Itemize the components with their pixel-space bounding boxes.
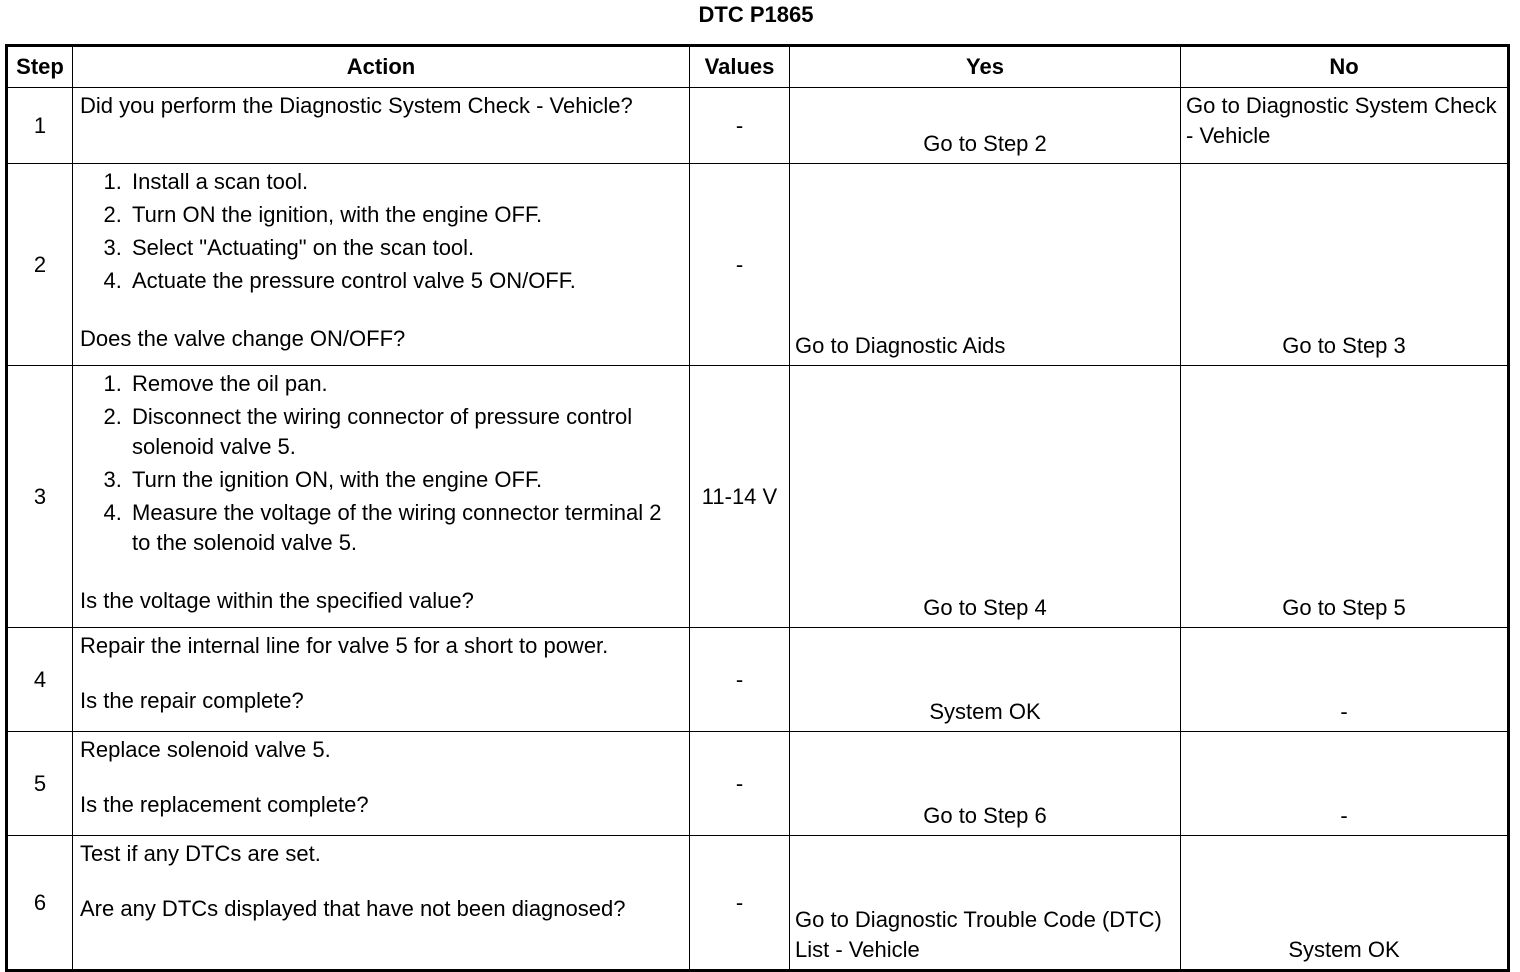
values-cell: - <box>690 836 790 971</box>
values-cell: - <box>690 628 790 732</box>
yes-cell: Go to Step 4 <box>790 366 1181 628</box>
header-step: Step <box>7 46 73 88</box>
action-question: Are any DTCs displayed that have not been diagnosed? <box>80 896 626 921</box>
action-text: Repair the internal line for valve 5 for a short to power. <box>80 633 609 658</box>
step-number: 4 <box>7 628 73 732</box>
table-row <box>7 628 1509 732</box>
action-text: Test if any DTCs are set. <box>80 841 321 866</box>
values-cell: - <box>690 164 790 366</box>
no-cell: - <box>1181 628 1509 732</box>
action-question: Is the replacement complete? <box>80 792 369 817</box>
no-cell: System OK <box>1181 836 1509 971</box>
table-header-row <box>7 46 1509 88</box>
action-cell <box>73 88 690 164</box>
header-yes: Yes <box>790 46 1181 88</box>
table-row <box>7 836 1509 971</box>
values-cell: - <box>690 732 790 836</box>
diagnostic-table <box>5 44 1510 972</box>
table-row <box>7 366 1509 628</box>
action-steps <box>80 369 681 558</box>
no-cell: - <box>1181 732 1509 836</box>
no-cell: Go to Diagnostic System Check - Vehicle <box>1181 88 1509 164</box>
step-number: 1 <box>7 88 73 164</box>
table-row <box>7 164 1509 366</box>
values-cell: - <box>690 88 790 164</box>
yes-cell: Go to Step 2 <box>790 88 1181 164</box>
step-number: 3 <box>7 366 73 628</box>
action-text: Did you perform the Diagnostic System Check - Vehicle? <box>80 93 633 118</box>
action-step-item: 4. Measure the voltage of the wiring connector terminal 2 to the solenoid valve 5. <box>128 498 681 558</box>
action-question: Does the valve change ON/OFF? <box>80 326 406 351</box>
action-cell <box>73 836 690 971</box>
step-number: 6 <box>7 836 73 971</box>
action-cell <box>73 164 690 366</box>
action-step-item: 1. Install a scan tool. <box>128 167 681 197</box>
action-step-item: 3. Turn the ignition ON, with the engine OFF. <box>128 465 681 495</box>
action-text: Replace solenoid valve 5. <box>80 737 331 762</box>
header-action: Action <box>73 46 690 88</box>
action-step-item: 4. Actuate the pressure control valve 5 ON/OFF. <box>128 266 681 296</box>
action-step-item: 2. Turn ON the ignition, with the engine OFF. <box>128 200 681 230</box>
action-step-item: 3. Select "Actuating" on the scan tool. <box>128 233 681 263</box>
action-step-item: 2. Disconnect the wiring connector of pressure control solenoid valve 5. <box>128 402 681 462</box>
table-row <box>7 88 1509 164</box>
no-cell: Go to Step 3 <box>1181 164 1509 366</box>
yes-cell: System OK <box>790 628 1181 732</box>
no-cell: Go to Step 5 <box>1181 366 1509 628</box>
action-cell <box>73 732 690 836</box>
step-number: 2 <box>7 164 73 366</box>
step-number: 5 <box>7 732 73 836</box>
yes-cell: Go to Diagnostic Aids <box>790 164 1181 366</box>
action-question: Is the repair complete? <box>80 688 304 713</box>
action-question: Is the voltage within the specified value? <box>80 588 474 613</box>
header-no: No <box>1181 46 1509 88</box>
action-step-item: 1. Remove the oil pan. <box>128 369 681 399</box>
table-row <box>7 732 1509 836</box>
action-steps <box>80 167 681 296</box>
header-values: Values <box>690 46 790 88</box>
values-cell: 11-14 V <box>690 366 790 628</box>
document-title: DTC P1865 <box>698 2 814 27</box>
action-cell <box>73 366 690 628</box>
yes-cell: Go to Diagnostic Trouble Code (DTC) List - Vehicle <box>790 836 1181 971</box>
action-cell <box>73 628 690 732</box>
yes-cell: Go to Step 6 <box>790 732 1181 836</box>
